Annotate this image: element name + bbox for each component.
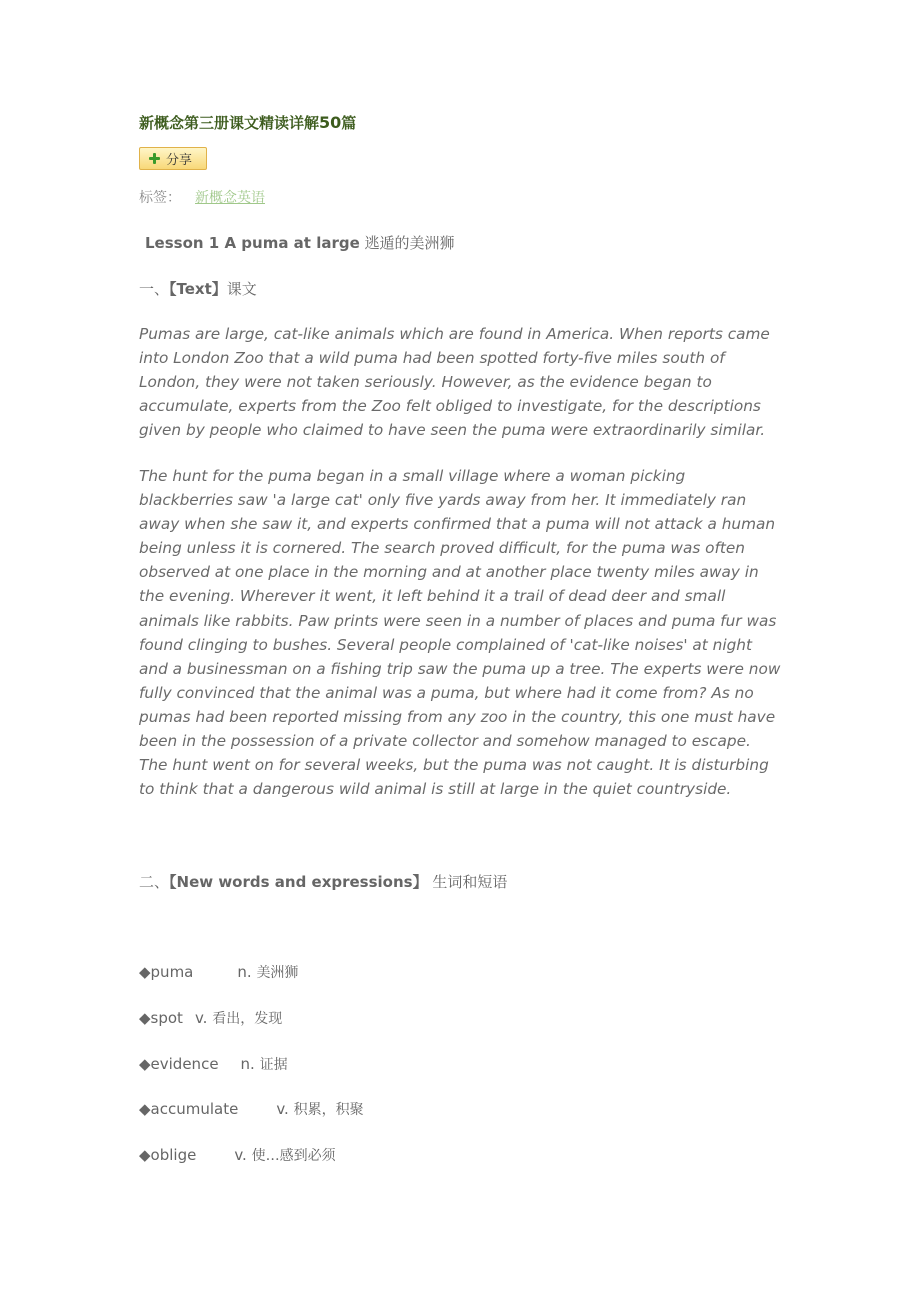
vocab-word: ◆spot <box>139 1009 183 1027</box>
vocab-meaning: 积累，积聚 <box>293 1102 364 1118</box>
vocab-pos: v. <box>234 1146 247 1164</box>
title-text: 新概念第三册课文精读详解 <box>139 114 320 132</box>
plus-icon <box>149 153 160 164</box>
vocab-item <box>139 1008 282 1028</box>
vocab-item <box>139 1054 288 1074</box>
vocab-word: ◆puma <box>139 963 194 981</box>
section-prefix: 二、 <box>139 873 170 891</box>
section-heading-text <box>139 278 257 299</box>
section-zh: 生词和短语 <box>432 873 508 891</box>
share-button[interactable] <box>139 147 207 170</box>
section-bracket: 【New words and expressions】 <box>169 873 428 891</box>
paragraph: Pumas are large, cat-like animals which are found in America. When reports came into London Zoo that a wild puma had been spotted forty-five miles south of London, they were not taken seriously. However, as the evidence began to accumulate, experts from the Zoo felt obliged to investigate, for the descriptions given by people who claimed to have seen the puma were extraordinarily similar. <box>139 325 770 440</box>
tag-link[interactable]: 新概念英语 <box>195 190 265 206</box>
vocab-pos: v. <box>194 1009 208 1027</box>
lesson-heading <box>145 232 455 253</box>
vocab-pos: v. <box>276 1100 289 1118</box>
section-zh: 课文 <box>226 280 257 298</box>
vocab-word: ◆evidence <box>139 1055 219 1073</box>
vocab-meaning: 使…感到必须 <box>251 1148 336 1164</box>
vocab-meaning: 证据 <box>259 1057 288 1073</box>
paragraph: The hunt for the puma began in a small village where a woman picking blackberries saw 'a large cat' only five yards away from her. It immediately ran away when she saw it, and experts confirmed that a puma will not attack a human being unless it is cornered. The search proved difficult, for the puma was often observed at one place in the morning and at another place twenty miles away in the evening. Wherever it went, it left behind it a trail of dead deer and small animals like rabbits. Paw prints were seen in a number of places and puma fur was found clinging to bushes. Several people complained of 'cat-like noises' at night and a businessman on a fishing trip saw the puma up a tree. The experts were now fully convinced that the animal was a puma, but where had it come from? As no pumas had been reported missing from any zoo in the country, this one must have been in the possession of a private collector and somehow managed to escape. The hunt went on for several weeks, but the puma was not caught. It is disturbing to think that a dangerous wild animal is still at large in the quiet countryside. <box>139 467 781 799</box>
vocab-word: ◆accumulate <box>139 1100 239 1118</box>
tags-row <box>139 187 265 207</box>
title-number: 50 <box>319 113 342 132</box>
vocab-item <box>139 1145 336 1165</box>
vocab-meaning: 看出，发现 <box>212 1011 283 1027</box>
share-button-label: 分享 <box>166 153 193 168</box>
lesson-title-en: Lesson 1 A puma at large <box>145 234 360 252</box>
section-heading-words <box>139 871 507 892</box>
lesson-title-zh: 逃遁的美洲狮 <box>364 234 455 252</box>
tags-label: 标签： <box>139 190 181 206</box>
vocab-meaning: 美洲狮 <box>256 965 299 981</box>
title-suffix: 篇 <box>341 114 357 132</box>
page-title <box>139 112 356 133</box>
section-bracket: 【Text】 <box>169 280 227 298</box>
vocab-pos: n. <box>237 963 252 981</box>
vocab-word: ◆oblige <box>139 1146 197 1164</box>
vocab-item <box>139 962 298 982</box>
vocab-pos: n. <box>240 1055 255 1073</box>
section-prefix: 一、 <box>139 280 170 298</box>
vocab-item <box>139 1099 364 1119</box>
